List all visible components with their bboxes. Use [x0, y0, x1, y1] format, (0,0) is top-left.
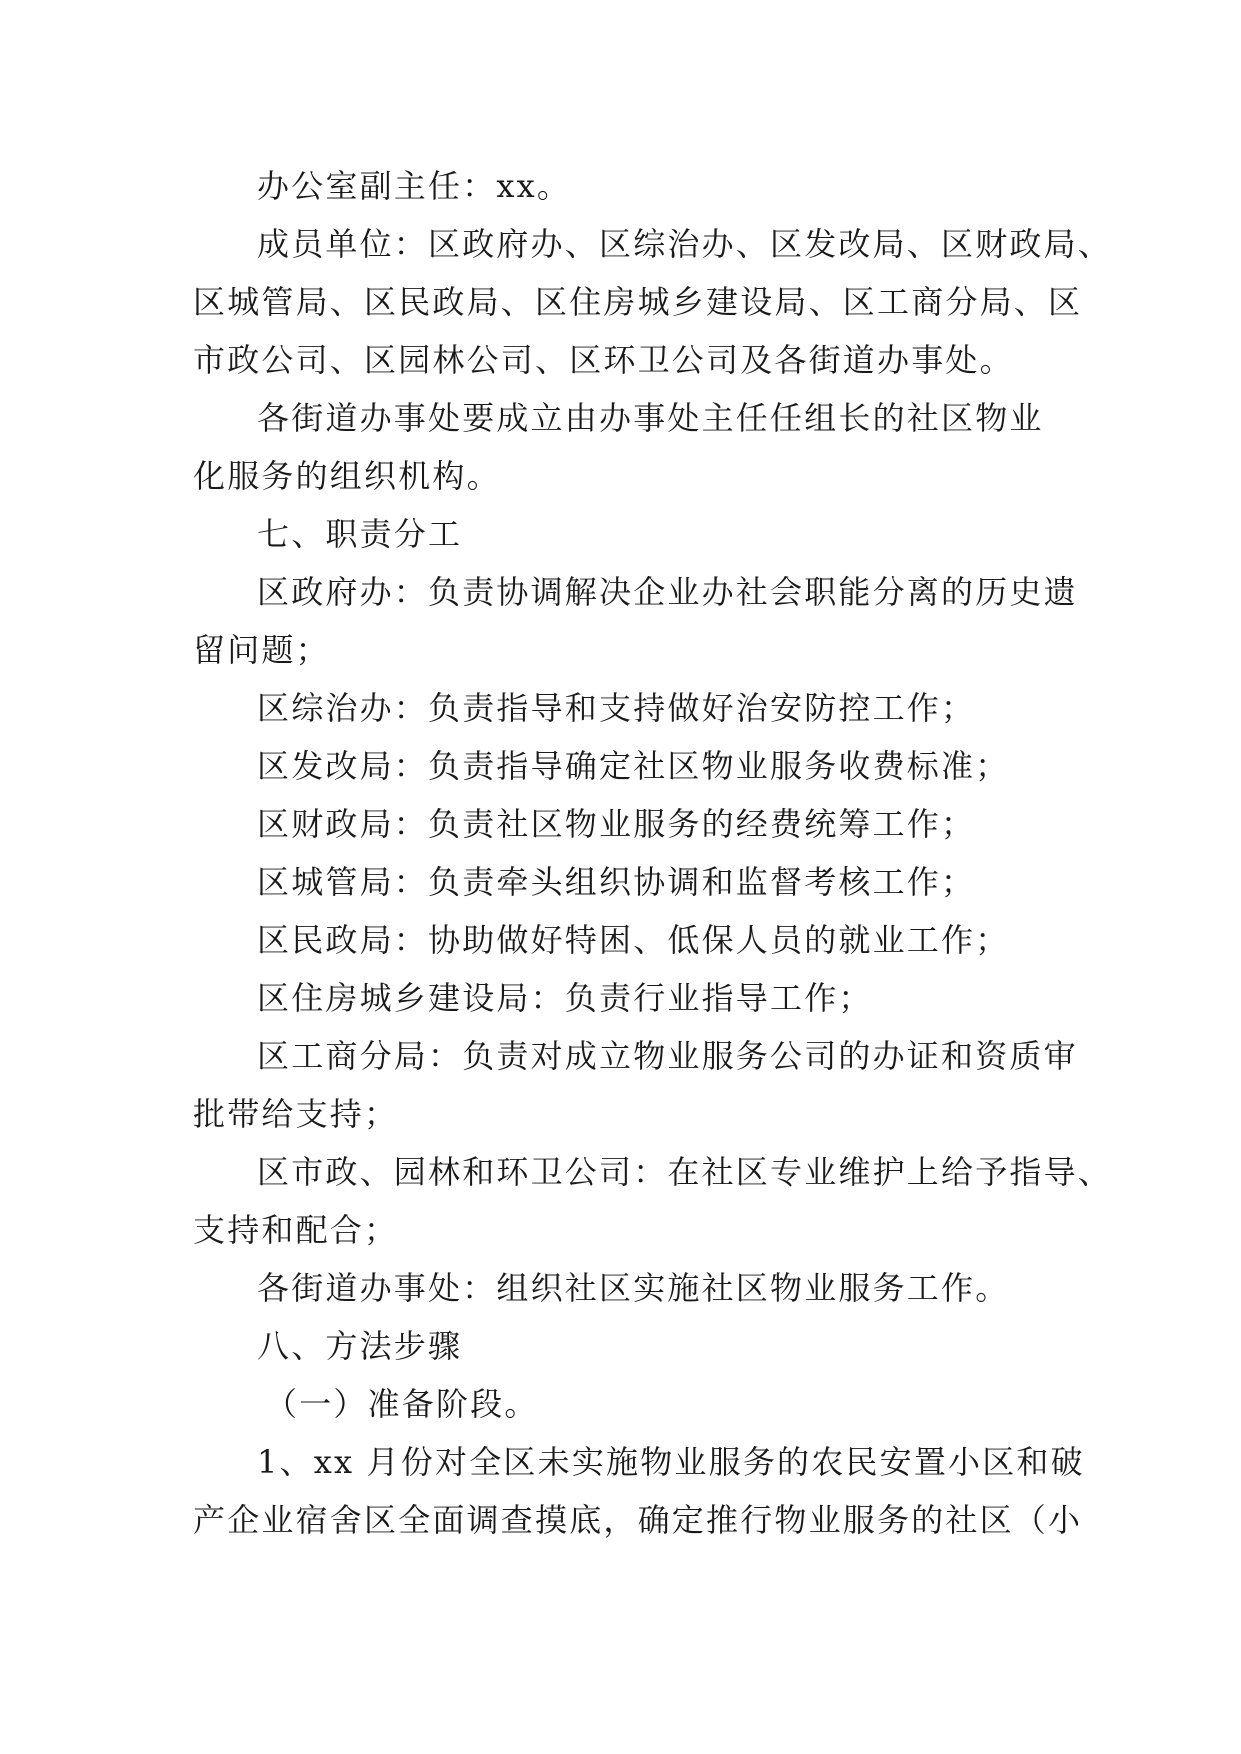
duty-housing-construction-line: 区住房城乡建设局：负责行业指导工作；: [257, 979, 873, 1017]
street-office-continued-line: 化服务的组织机构。: [193, 457, 501, 495]
duty-municipal-companies-line: 区市政、园林和环卫公司：在社区专业维护上给予指导、: [257, 1153, 1113, 1191]
subsection-heading-preparation: （一）准备阶段。: [265, 1385, 539, 1423]
street-office-line: 各街道办事处要成立由办事处主任任组长的社区物业: [257, 399, 1044, 437]
duty-municipal-companies-continued-line: 支持和配合；: [193, 1211, 399, 1249]
duty-industry-commerce-continued-line: 批带给支持；: [193, 1095, 399, 1133]
duty-industry-commerce-line: 区工商分局：负责对成立物业服务公司的办证和资质审: [257, 1037, 1078, 1075]
member-units-line: 成员单位：区政府办、区综治办、区发改局、区财政局、: [257, 225, 1113, 263]
duty-government-office-line: 区政府办：负责协调解决企业办社会职能分离的历史遗: [257, 573, 1078, 611]
duty-civil-affairs-line: 区民政局：协助做好特困、低保人员的就业工作；: [257, 921, 1010, 959]
section-heading-steps: 八、方法步骤: [257, 1327, 463, 1365]
step-one-continued-line: 产企业宿舍区全面调查摸底，确定推行物业服务的社区（小: [193, 1501, 1083, 1539]
duty-development-reform-line: 区发改局：负责指导确定社区物业服务收费标准；: [257, 747, 1010, 785]
duty-comprehensive-office-line: 区综治办：负责指导和支持做好治安防控工作；: [257, 689, 976, 727]
duty-street-offices-line: 各街道办事处：组织社区实施社区物业服务工作。: [257, 1269, 1010, 1307]
duty-finance-line: 区财政局：负责社区物业服务的经费统筹工作；: [257, 805, 976, 843]
member-units-end-line: 市政公司、区园林公司、区环卫公司及各街道办事处。: [193, 341, 1014, 379]
section-heading-duties: 七、职责分工: [257, 515, 463, 553]
deputy-director-line: 办公室副主任：xx。: [257, 167, 572, 205]
duty-government-office-continued-line: 留问题；: [193, 631, 330, 669]
duty-urban-management-line: 区城管局：负责牵头组织协调和监督考核工作；: [257, 863, 976, 901]
step-one-line: 1、xx 月份对全区未实施物业服务的农民安置小区和破: [257, 1443, 1085, 1481]
member-units-continued-line: 区城管局、区民政局、区住房城乡建设局、区工商分局、区: [193, 283, 1083, 321]
